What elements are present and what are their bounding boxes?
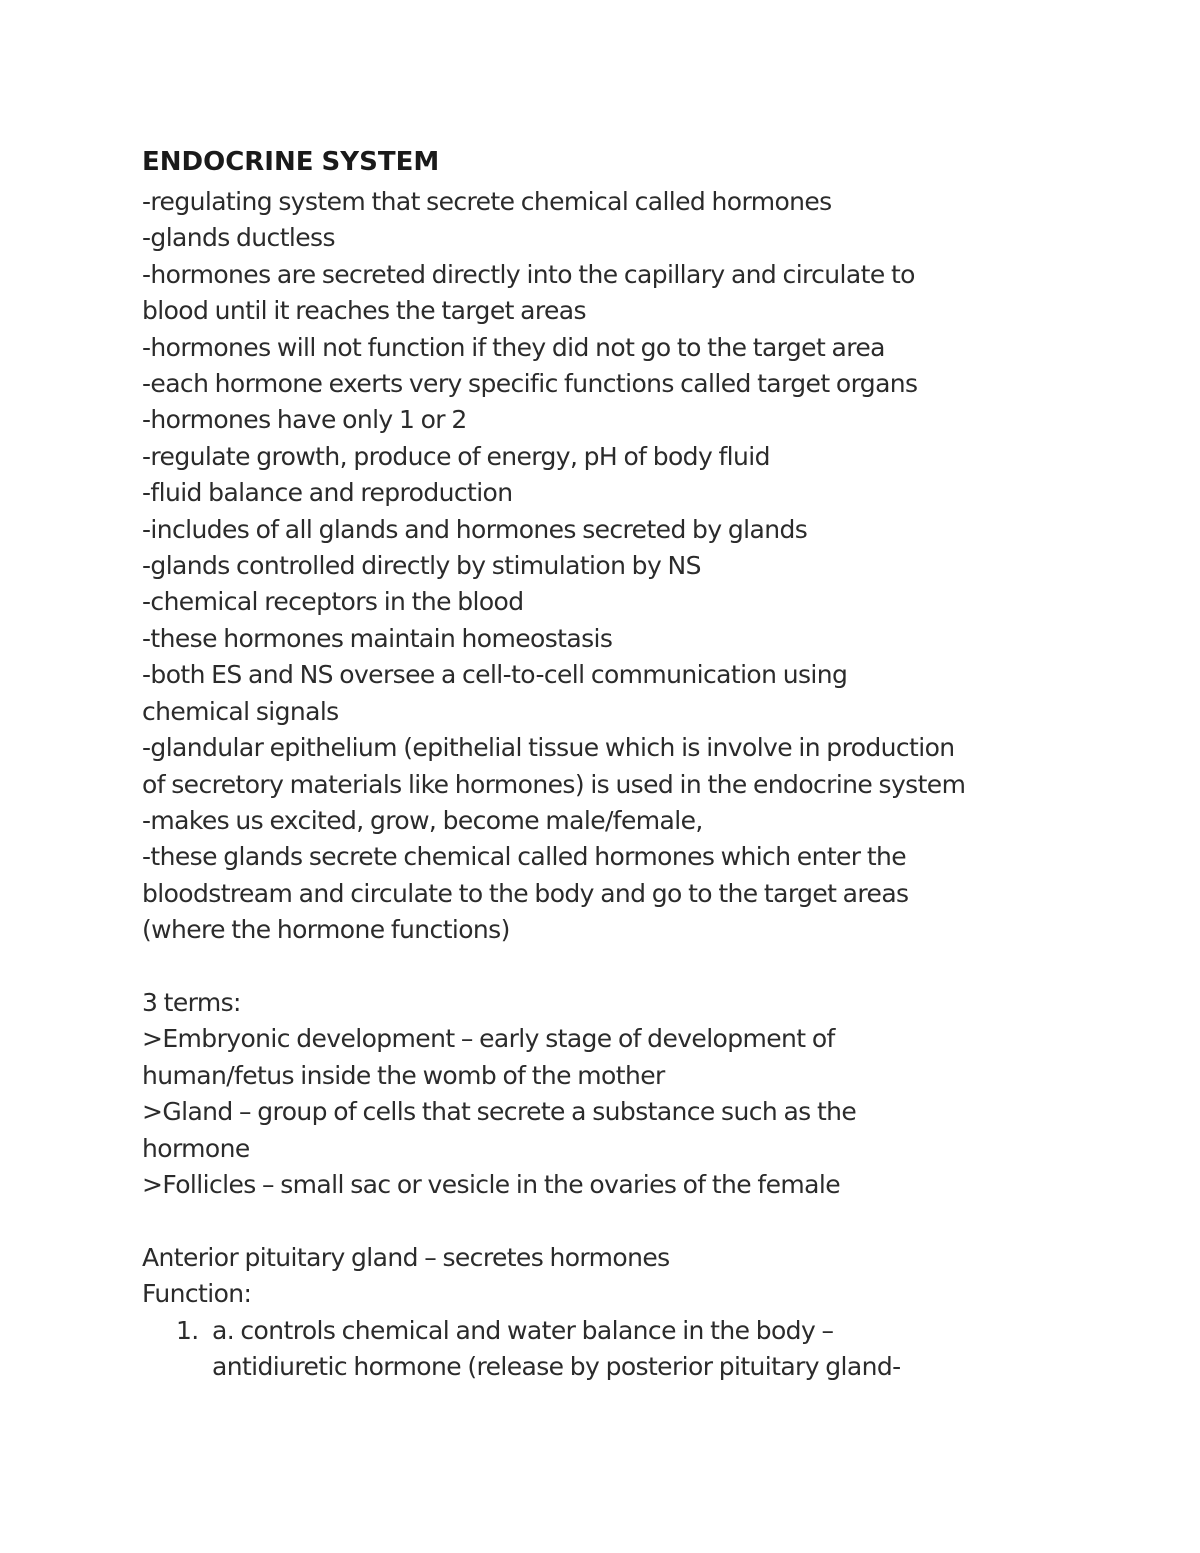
- text-line: -hormones are secreted directly into the capillary and circulate to: [142, 259, 915, 289]
- text-line: -glands ductless: [142, 223, 335, 253]
- list-number: 1.: [176, 1315, 199, 1345]
- text-line: -regulating system that secrete chemical called hormones: [142, 187, 832, 216]
- terms-heading: 3 terms:: [142, 987, 241, 1017]
- text-line: blood until it reaches the target areas: [142, 296, 586, 326]
- terms-section: [142, 985, 1062, 1203]
- text-line: -regulate growth, produce of energy, pH of body fluid: [142, 441, 770, 471]
- term-line: >Follicles – small sac or vesicle in the ovaries of the female: [142, 1169, 841, 1199]
- text-line: chemical signals: [142, 696, 339, 726]
- text-line: -each hormone exerts very specific functions called target organs: [142, 369, 918, 399]
- text-line: of secretory materials like hormones) is used in the endocrine system: [142, 769, 966, 799]
- function-list-item: [142, 1313, 1062, 1386]
- document-body: [142, 140, 1062, 1385]
- text-line: -both ES and NS oversee a cell-to-cell communication using: [142, 660, 848, 690]
- function-list: [142, 1313, 1062, 1386]
- text-line: -these glands secrete chemical called hormones which enter the: [142, 842, 907, 872]
- term-line: human/fetus inside the womb of the mother: [142, 1060, 665, 1090]
- list-item-line: a. controls chemical and water balance in the body –: [212, 1315, 834, 1345]
- text-line: (where the hormone functions): [142, 915, 510, 945]
- gland-heading: Anterior pituitary gland – secretes hormones: [142, 1242, 670, 1272]
- text-line: -makes us excited, grow, become male/female,: [142, 805, 703, 835]
- text-line: -glandular epithelium (epithelial tissue which is involve in production: [142, 733, 955, 763]
- text-line: bloodstream and circulate to the body and go to the target areas: [142, 878, 909, 908]
- text-line: -chemical receptors in the blood: [142, 587, 524, 617]
- term-line: >Gland – group of cells that secrete a substance such as the: [142, 1097, 857, 1127]
- term-line: hormone: [142, 1133, 250, 1163]
- text-line: -glands controlled directly by stimulation by NS: [142, 551, 701, 581]
- text-line: -these hormones maintain homeostasis: [142, 623, 613, 653]
- gland-section: [142, 1240, 1062, 1386]
- text-line: -hormones will not function if they did not go to the target area: [142, 332, 885, 362]
- term-line: >Embryonic development – early stage of development of: [142, 1024, 835, 1054]
- text-line: -hormones have only 1 or 2: [142, 405, 467, 435]
- paragraph-gap: [142, 1203, 1062, 1239]
- intro-section: [142, 184, 1062, 949]
- function-label: Function:: [142, 1279, 252, 1309]
- text-line: -fluid balance and reproduction: [142, 478, 513, 508]
- paragraph-gap: [142, 949, 1062, 985]
- text-line: -includes of all glands and hormones secreted by glands: [142, 514, 808, 544]
- list-item-line: antidiuretic hormone (release by posterior pituitary gland-: [212, 1351, 901, 1381]
- document-title: ENDOCRINE SYSTEM: [142, 147, 440, 177]
